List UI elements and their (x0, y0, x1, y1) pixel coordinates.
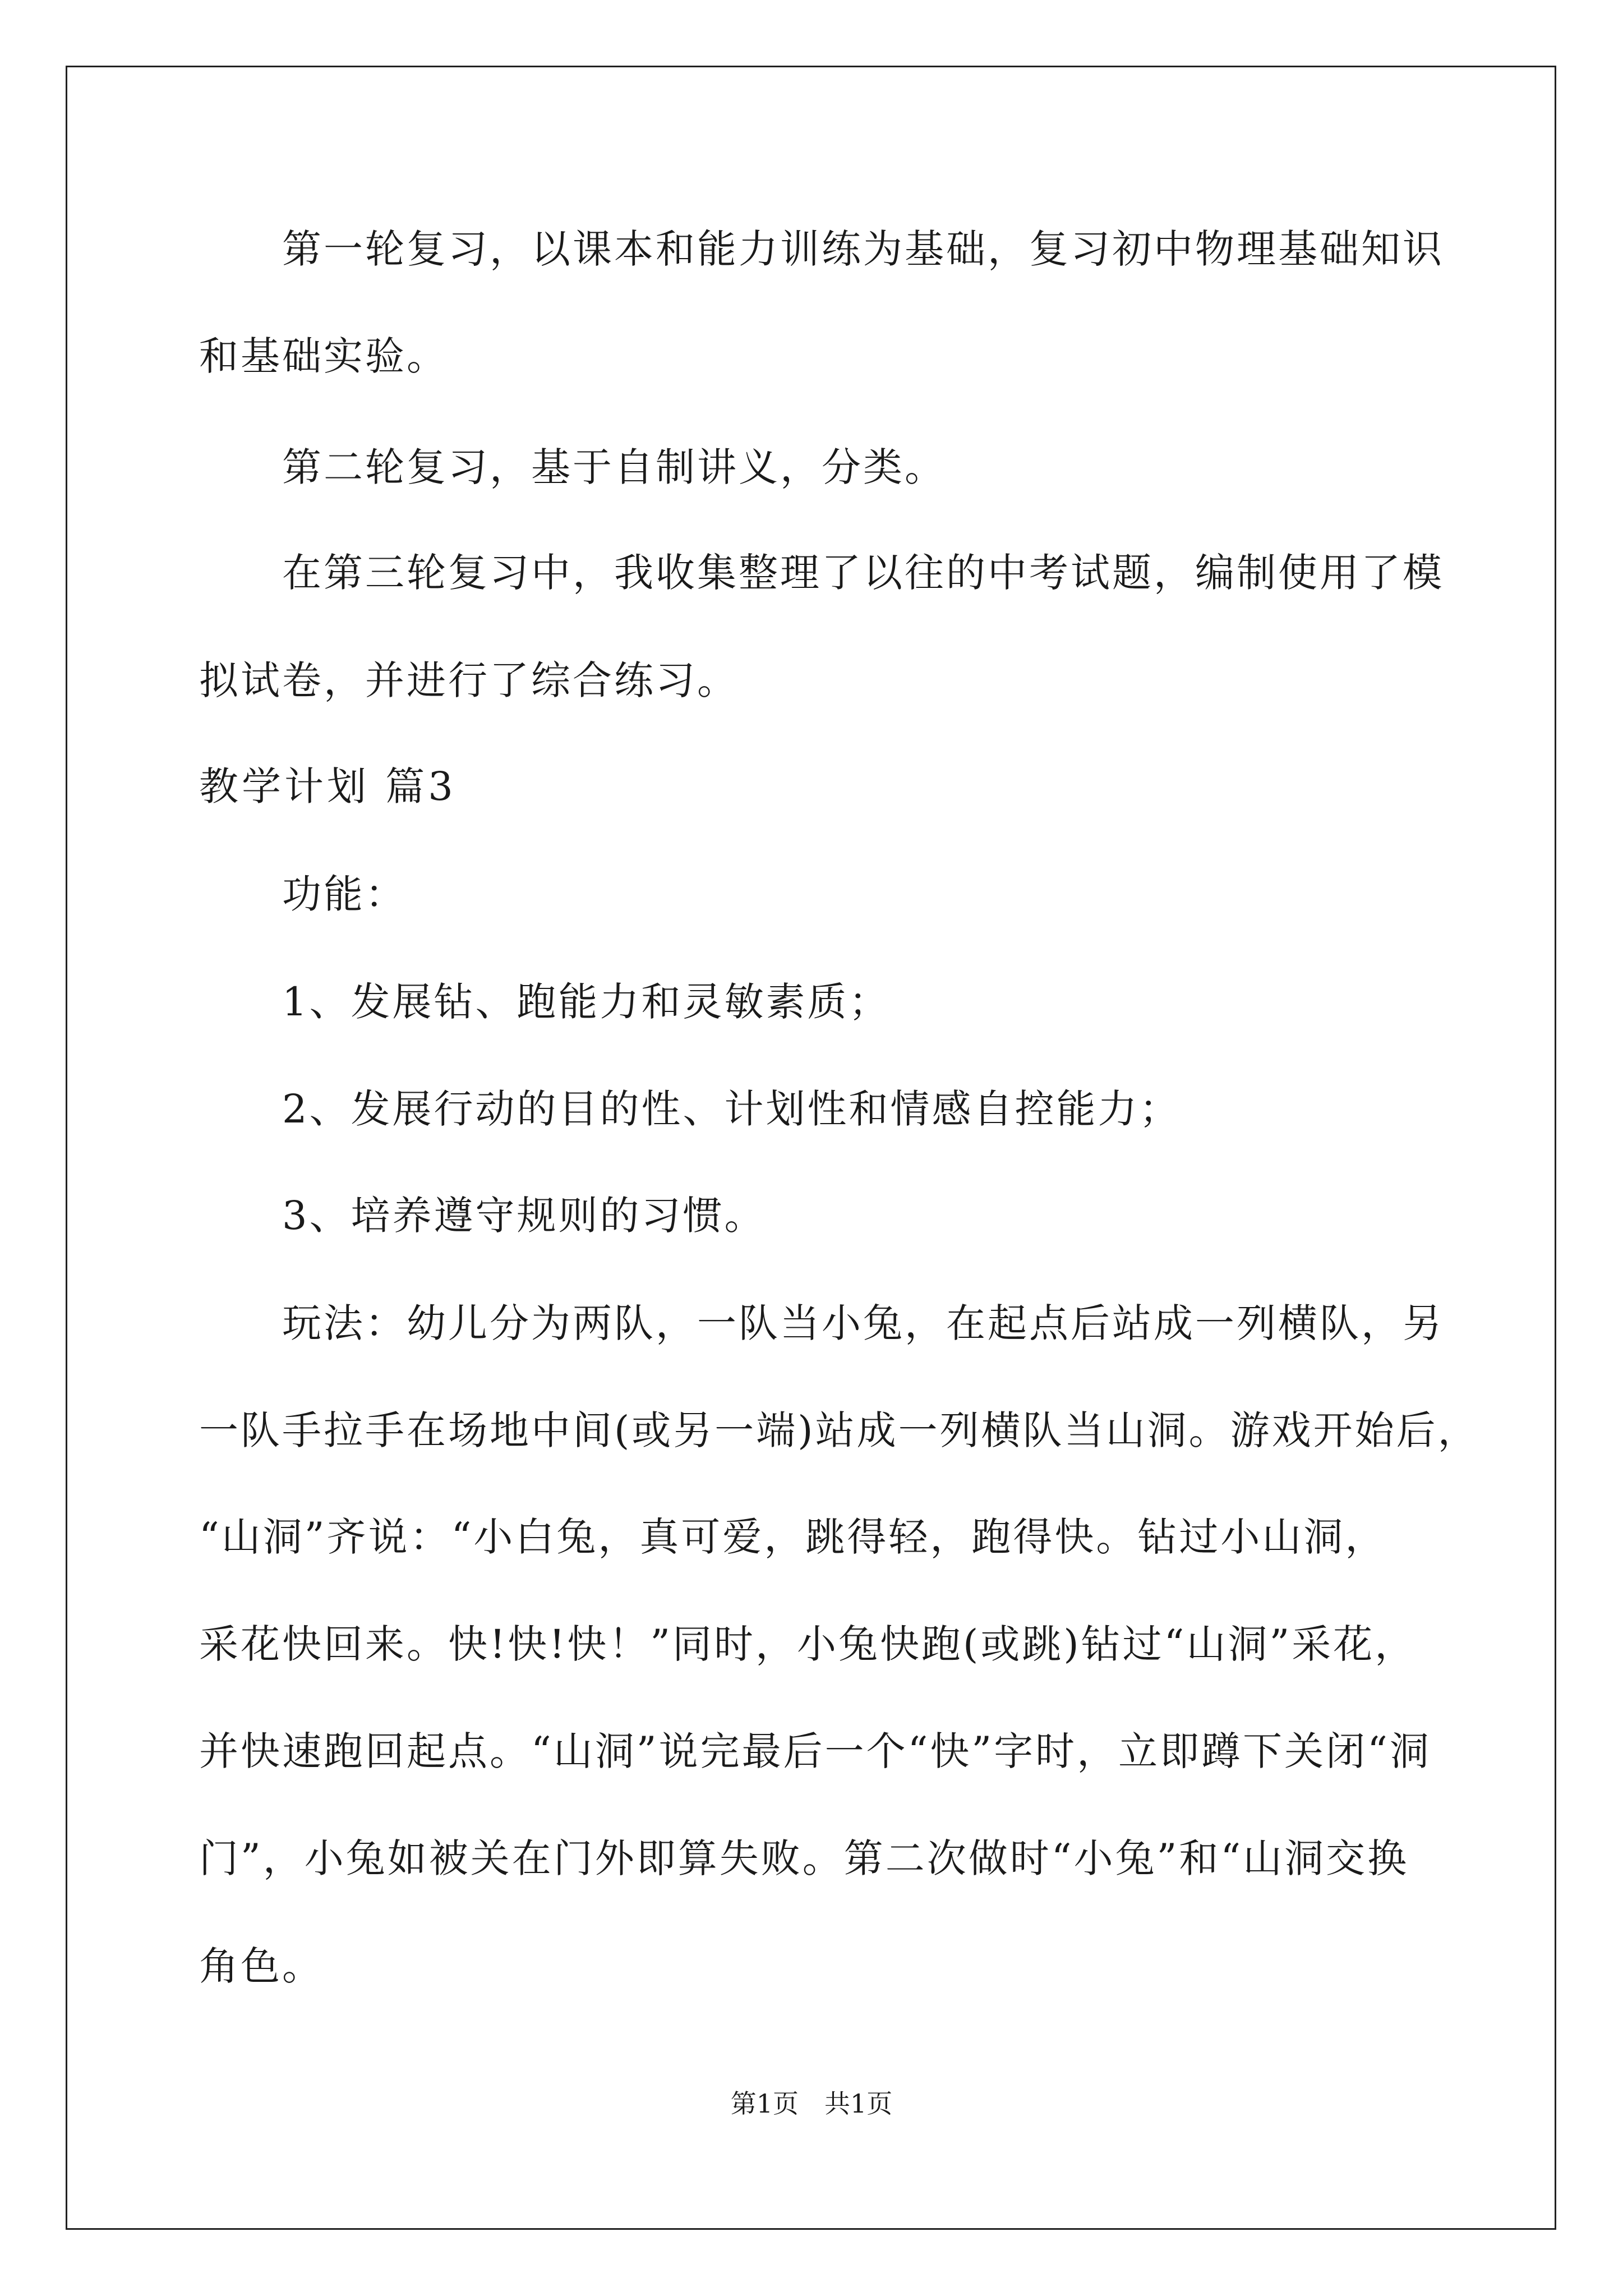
list-item: 2、发展行动的目的性、计划性和情感自控能力； (282, 1086, 1181, 1132)
paragraph-line: 在第三轮复习中，我收集整理了以往的中考试题，编制使用了模 (282, 550, 1444, 596)
page-border (66, 66, 1556, 2230)
paragraph-line: 和基础实验。 (199, 333, 448, 379)
paragraph-line: 采花快回来。快!快!快！”同时，小兔快跑(或跳)钻过“山洞”采花， (199, 1621, 1417, 1667)
paragraph-line: 门”，小兔如被关在门外即算失败。第二次做时“小兔”和“山洞交换 (199, 1835, 1409, 1881)
paragraph-line: 角色。 (199, 1943, 324, 1989)
paragraph-line: 功能： (282, 871, 407, 917)
paragraph-line: 第一轮复习，以课本和能力训练为基础，复习初中物理基础知识 (282, 226, 1444, 272)
paragraph-line: 并快速跑回起点。“山洞”说完最后一个“快”字时，立即蹲下关闭“洞 (199, 1728, 1431, 1774)
paragraph-line: 拟试卷，并进行了综合练习。 (199, 657, 739, 703)
list-item: 3、培养遵守规则的习惯。 (282, 1193, 766, 1239)
paragraph-line: 一队手拉手在场地中间(或另一端)站成一列横队当山洞。游戏开始后， (199, 1407, 1479, 1453)
paragraph-line: “山洞”齐说：“小白兔，真可爱，跳得轻，跑得快。钻过小山洞， (199, 1514, 1387, 1560)
paragraph-line: 玩法：幼儿分为两队，一队当小兔，在起点后站成一列横队，另 (282, 1300, 1444, 1346)
page-number-footer: 第1页 共1页 (730, 2088, 893, 2119)
paragraph-line: 第二轮复习，基于自制讲义，分类。 (282, 444, 946, 490)
list-item: 1、发展钻、跑能力和灵敏素质； (282, 979, 891, 1025)
section-heading: 教学计划 篇3 (199, 763, 457, 809)
